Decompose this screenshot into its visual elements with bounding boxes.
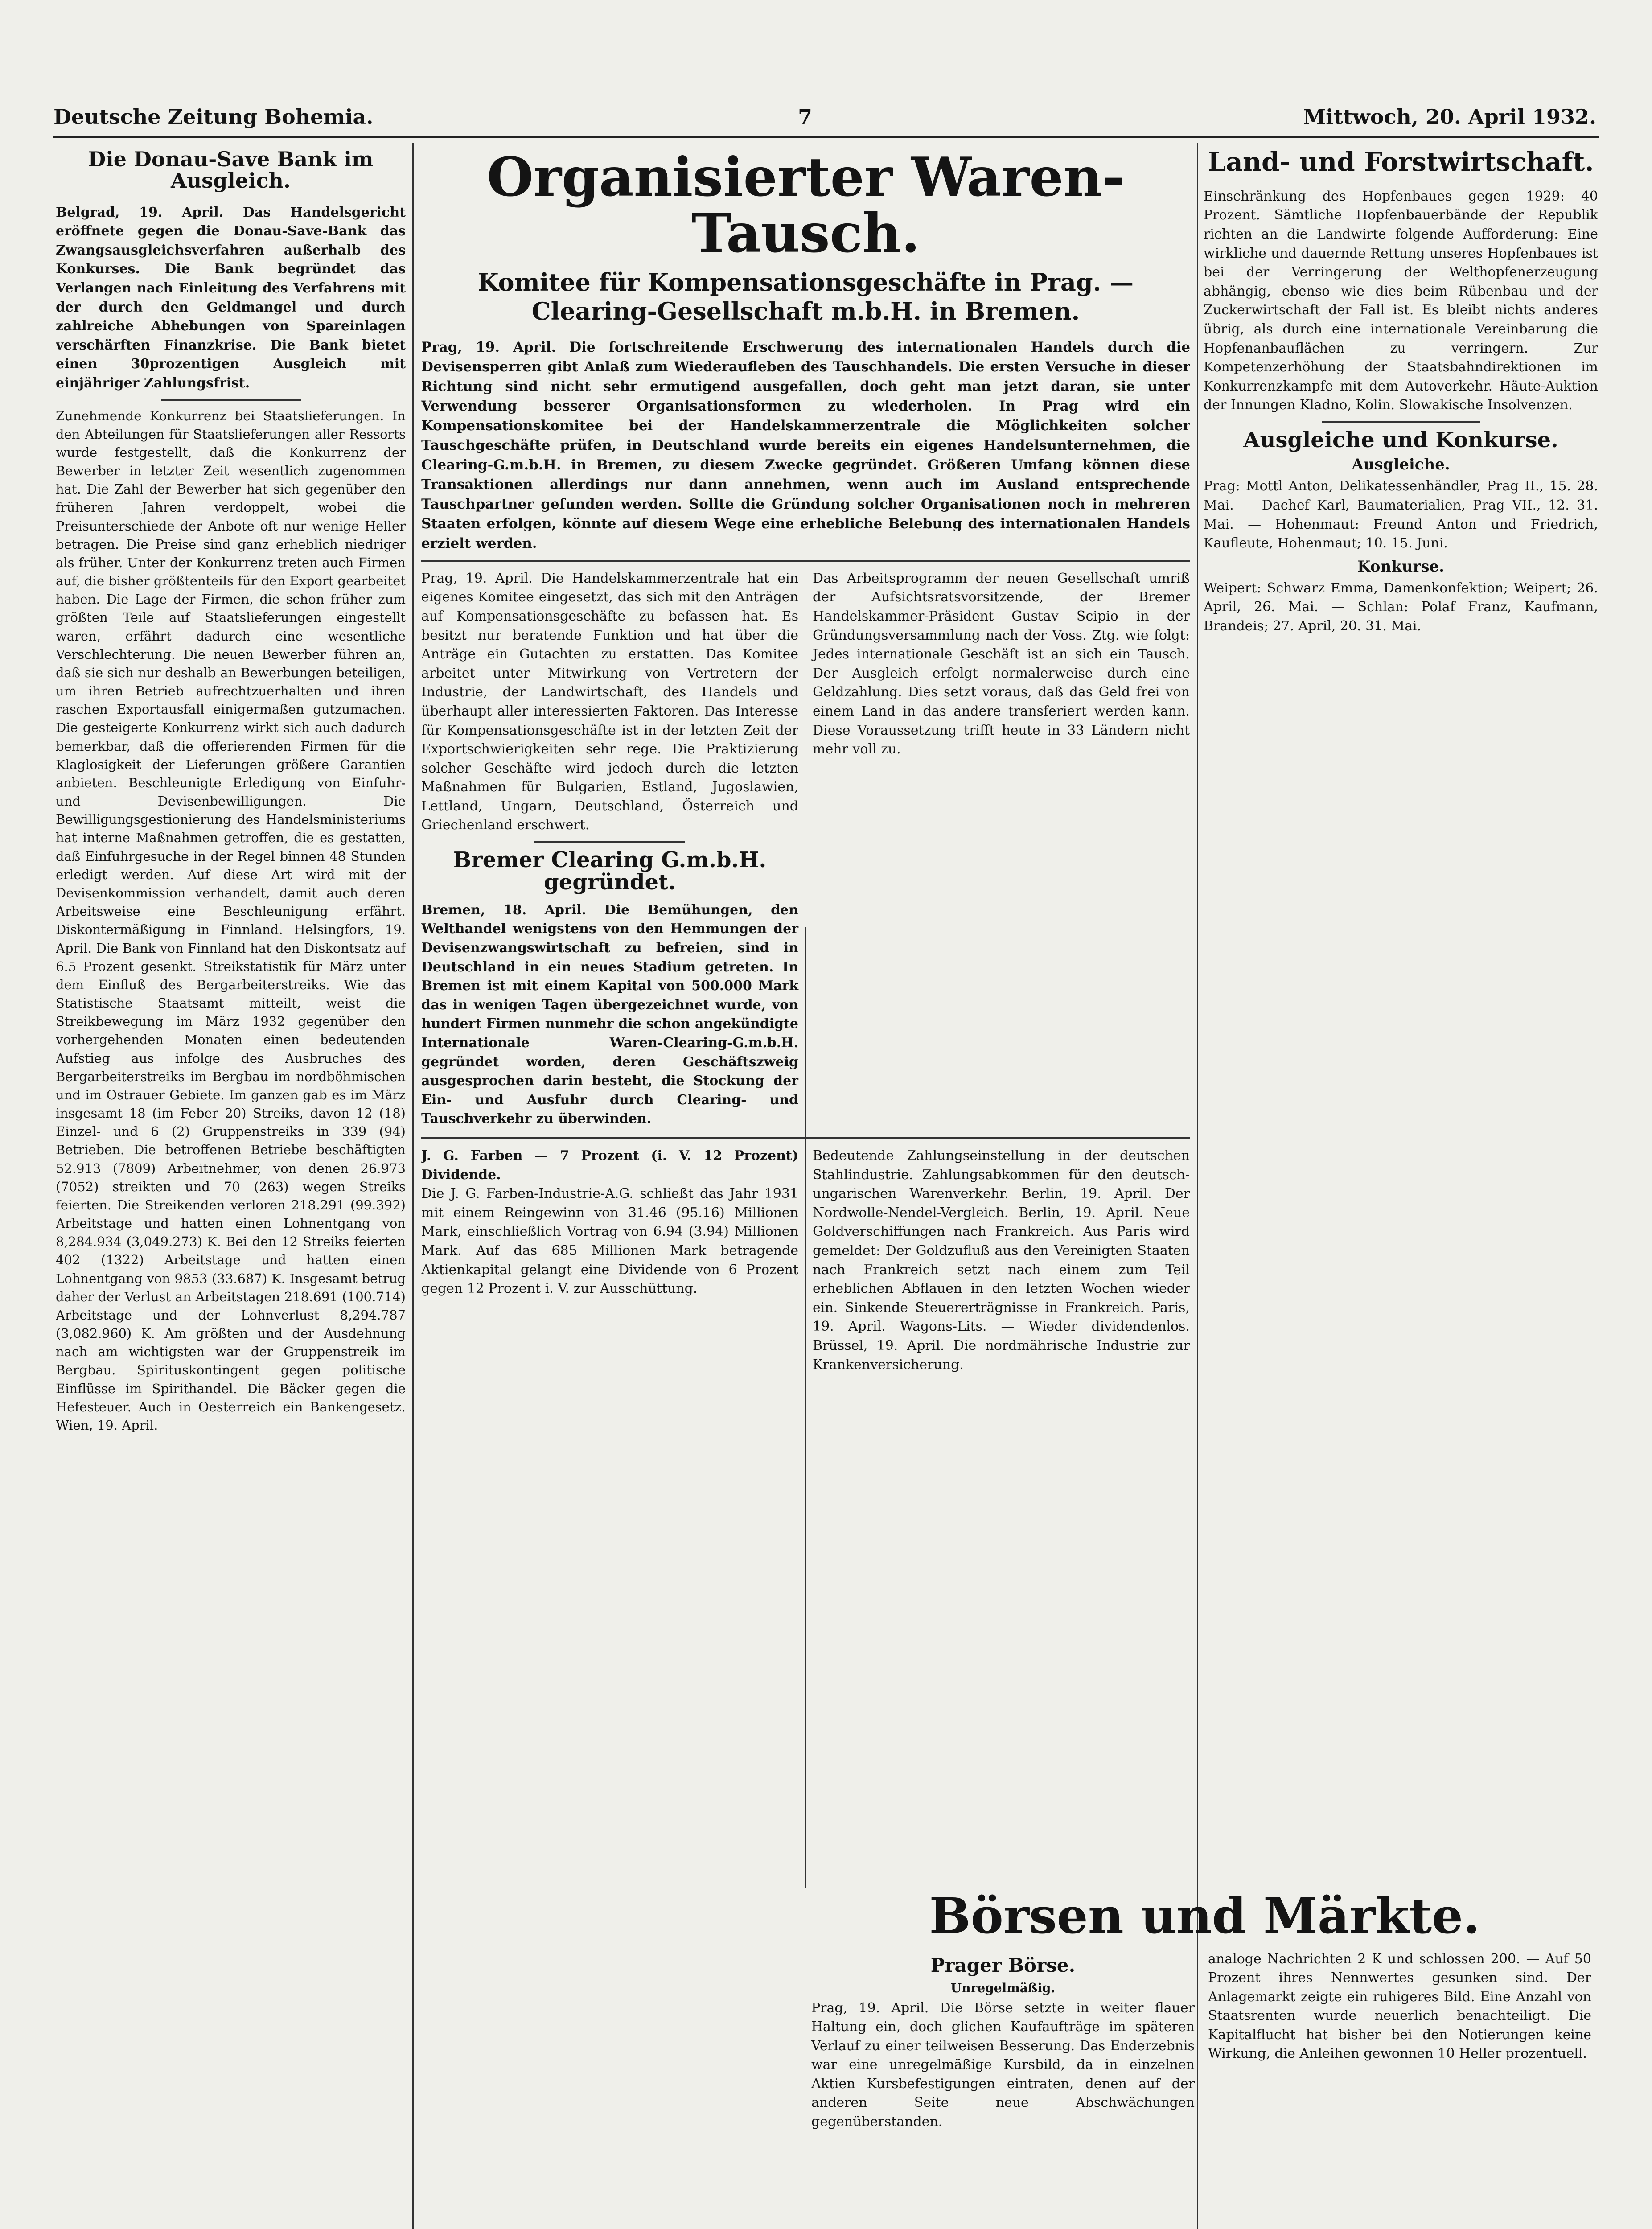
headline-ausgleiche-konkurse: Ausgleiche und Konkurse.	[1243, 428, 1558, 453]
borsen-right	[1208, 1950, 1591, 2132]
header-rule	[53, 136, 1599, 138]
section-borsen	[811, 1890, 1598, 2229]
article-body-borse-left: Prag, 19. April. Die Börse setzte in weiter flauer Haltung ein, doch glichen Kaufaufträge im späteren Verlauf zu einer teilweisen Besserung. Das Enderzebnis war eine unregelmäßige Kursbild, da in einzelnen Aktien Kursbefestigungen eintraten, denen auf der anderen Seite neue Abschwächungen gegenüberstanden.	[811, 2000, 1195, 2130]
economics-block	[421, 1147, 1190, 1374]
column-left	[56, 145, 406, 2229]
list-konkurse: Weipert: Schwarz Emma, Damenkonfektion; Weipert; 26. April, 26. Mai. — Schlan: Polaf Franz, Kaufmann, Brandeis; 27. April, 20. 31. Mai.	[1204, 580, 1598, 634]
subhead-ausgleiche: Ausgleiche.	[1352, 456, 1450, 474]
article-body-hopfen: Einschränkung des Hopfenbaues gegen 1929: 40 Prozent. Sämtliche Hopfenbauerbände der Republik richten an die Landwirte folgende Aufforderung: Eine wirkliche und dauernde Rettung unseres Hopfenbaues ist bei der Verringerung der Welthopfenerzeugung abhängig, ebenso wie dies beim Rübenbau und der Zuckerwirtschaft der Fall ist. Es bleibt nichts anderes übrig, als durch eine internationale Vereinbarung die Hopfenanbauflächen zu verringern. Zur Kompetenzerhöhung der Staatsbahndirektionen im Konkurrenzkampfe mit dem Autoverkehr. Häute-Auktion der Innungen Kladno, Kolin. Slowakische Insolvenzen.	[1204, 188, 1598, 413]
page-number: 7	[798, 105, 813, 129]
article-divider	[534, 841, 685, 843]
subhead-unregelmaessig: Unregelmäßig.	[950, 1980, 1056, 1995]
article-lead-donau-save: Belgrad, 19. April. Das Handelsgericht eröffnete gegen die Donau-Save-Bank das Zwangsausgleichsverfahren außerhalb des Konkurses. Die Bank begründet das Verlangen nach Einleitung des Verfahrens mit der durch den Geldmangel und durch zahlreiche Abhebungen von Spareinlagen verschärften Finanzkrise. Die Bank bietet einen 30prozentigen Ausgleich mit einjähriger Zahlungsfrist.	[56, 204, 406, 391]
subheadline-kompensation: Komitee für Kompensationsgeschäfte in Prag. — Clearing-Gesellschaft m.b.H. in Bremen.	[477, 268, 1134, 325]
subcolumn-left	[421, 569, 798, 1129]
article-body-komitee: Prag, 19. April. Die Handelskammerzentrale hat ein eigenes Komitee eingesetzt, das sich mit den Anträgen auf Kompensationsgeschäfte zu befassen hat. Es besitzt nur beratende Funktion und hat über die Anträge ein Gutachten zu erstatten. Das Komitee arbeitet unter Mitwirkung von Vertretern der Industrie, der Landwirtschaft, des Handels und überhaupt aller interessierten Faktoren. Das Interesse für Kompensationsgeschäfte ist in der letzten Zeit der Exportschwierigkeiten sehr rege. Die Praktizierung solcher Geschäfte wird jedoch durch die letzten Maßnahmen für Bulgarien, Estland, Jugoslawien, Lettland, Ungarn, Deutschland, Österreich und Griechenland erschwert.	[421, 570, 798, 833]
headline-bremer-clearing: Bremer Clearing G.m.b.H. gegründet.	[453, 847, 767, 895]
borsen-columns	[811, 1950, 1598, 2132]
article-body-economics: Bedeutende Zahlungseinstellung in der deutschen Stahlindustrie. Zahlungsabkommen für den deutsch-ungarischen Warenverkehr. Berlin, 19. April. Der Nordwolle-Nendel-Vergleich. Berlin, 19. April. Neue Goldverschiffungen nach Frankreich. Aus Paris wird gemeldet: Der Goldzufluß aus den Vereinigten Staaten nach Frankreich setzt nach einem zum Teil erheblichen Abflauen in den letzten Wochen wieder ein. Sinkende Steuererträgnisse in Frankreich. Paris, 19. April. Wagons-Lits. — Wieder dividendenlos. Brüssel, 19. April. Die nordmährische Industrie zur Krankenversicherung.	[813, 1147, 1190, 1373]
issue-date: Mittwoch, 20. April 1932.	[1303, 105, 1596, 129]
article-body-borse-right: analoge Nachrichten 2 K und schlossen 200. — Auf 50 Prozent ihres Nennwertes gesunken sind. Der Anlagemarkt zeigte ein ruhigeres Bild. Eine Anzahl von Staatsrenten wurde neuerlich benachteiligt. Die Kapitalflucht hat bisher bei den Notierungen keine Wirkung, die Anleihen gewonnen 10 Heller prozentuell.	[1208, 1951, 1591, 2062]
column-right	[1204, 145, 1598, 1750]
article-divider	[421, 560, 1190, 562]
headline-waren-tausch: Organisierter Waren-Tausch.	[487, 146, 1125, 265]
subcolumn-right	[813, 569, 1190, 1129]
list-ausgleiche: Prag: Mottl Anton, Delikatessenhändler, Prag II., 15. 28. Mai. — Dachef Karl, Baumaterialien, Prag VII., 12. 31. Mai. — Hohenmaut: Freund Anton und Friedrich, Kaufleute, Hohenmaut; 10. 15. Juni.	[1204, 478, 1598, 551]
headline-land-forstwirtschaft: Land- und Forstwirtschaft.	[1208, 147, 1594, 177]
article-body-arbeitsprogramm: Das Arbeitsprogramm der neuen Gesellschaft umriß der Aufsichtsratsvorsitzende, der Bremer Handelskammer-Präsident Gustav Scipio in der Gründungsversammlung nach der Voss. Ztg. wie folgt: Jedes internationale Geschäft ist an sich ein Tausch. Der Ausgleich erfolgt normalerweise durch eine Geldzahlung. Dies setzt voraus, daß das Geld frei von einem Land in das andere transferiert werden kann. Diese Voraussetzung trifft heute in 33 Ländern nicht mehr voll zu.	[813, 570, 1190, 757]
subhead-prager-borse: Prager Börse.	[930, 1954, 1076, 1976]
newspaper-name: Deutsche Zeitung Bohemia.	[53, 105, 374, 129]
subhead-konkurse: Konkurse.	[1357, 557, 1444, 576]
headline-borsen-maerkte: Börsen und Märkte.	[929, 1890, 1480, 1945]
borsen-left	[811, 1950, 1195, 2132]
two-column-block	[421, 569, 1190, 1129]
article-body-bremer-clearing: Bremen, 18. April. Die Bemühungen, den Welthandel wenigstens von den Hemmungen der Devisenzwangswirtschaft zu befreien, sind in Deutschland in ein neues Stadium getreten. In Bremen ist mit einem Kapital von 500.000 Mark das in wenigen Tagen übergezeichnet wurde, von hundert Firmen nunmehr die schon angekündigte Internationale Waren-Clearing-G.m.b.H. gegründet worden, deren Geschäftszweig ausgesprochen darin besteht, die Stockung der Ein- und Ausfuhr durch Clearing- und Tauschverkehr zu überwinden.	[421, 902, 798, 1127]
article-lead-waren-tausch: Prag, 19. April. Die fortschreitende Erschwerung des internationalen Handels durch die Devisensperren gibt Anlaß zum Wiederaufleben des Tauschhandels. Die ersten Versuche in dieser Richtung sind nicht sehr ermutigend ausgefallen, doch geht man jetzt daran, sie unter Verwendung besserer Organisationsformen zu wiederholen. In Prag wird ein Kompensationskomitee bei der Handelskammerzentrale die Möglichkeiten solcher Tauschgeschäfte prüfen, in Deutschland wurde bereits ein eigenes Handelsunternehmen, die Clearing-G.m.b.H. in Bremen, zu diesem Zwecke gegründet. Größeren Umfang können diese Transaktionen allerdings nur dann annehmen, wenn auch im Ausland entsprechende Tauschpartner gefunden werden. Sollte die Gründung solcher Organisationen noch in mehreren Staaten erfolgen, könnte auf diesem Wege eine erhebliche Belebung des internationalen Handels erzielt werden.	[421, 339, 1190, 551]
headline-donau-save-bank: Die Donau-Save Bank im Ausgleich.	[88, 147, 374, 193]
article-body-col1: Zunehmende Konkurrenz bei Staatslieferungen. In den Abteilungen für Staatslieferungen aller Ressorts wurde festgestellt, daß die Konkurrenz der Bewerber in letzter Zeit wesentlich zugenommen hat. Die Zahl der Bewerber hat sich gegenüber den früheren Jahren verdoppelt, wobei die Preisunterschiede der Anbote oft nur wenige Heller betragen. Die Preise sind ganz erheblich niedriger als früher. Unter der Konkurrenz treten auch Firmen auf, die bisher größtenteils für den Export gearbeitet haben. Die Lage der Firmen, die schon früher zum größten Teile auf Staatslieferungen eingestellt waren, erfährt dadurch eine wesentliche Verschlechterung. Die neuen Bewerber führen an, daß sie sich nur deshalb an Bewerbungen beteiligen, um ihren Betrieb aufrechtzuerhalten und ihren raschen Exportausfall einigermaßen gutzumachen. Die gesteigerte Konkurrenz wirkt sich auch dadurch bemerkbar, daß die offerierenden Firmen für die Klaglosigkeit der Lieferungen größere Garantien anbieten. Beschleunigte Erledigung von Einfuhr- und Devisenbewilligungen. Die Bewilligungsgestionierung des Handelsministeriums hat interne Maßnahmen getroffen, die es gestatten, daß Einfuhrgesuche in der Regel binnen 48 Stunden erledigt werden. Auf diese Art wird mit der Devisenkommission verhandelt, damit auch deren Arbeitsweise eine Beschleunigung erfährt. Diskontermäßigung in Finnland. Helsingfors, 19. April. Die Bank von Finnland hat den Diskontsatz auf 6.5 Prozent gesenkt. Streikstatistik für März unter dem Einfluß des Bergarbeiterstreiks. Wie das Statistische Staatsamt mitteilt, weist die Streikbewegung im März 1932 gegenüber den vorhergehenden Monaten einen bedeutenden Aufstieg aus infolge des Ausbruches des Bergarbeiterstreiks im Bergbau im nordböhmischen und im Ostrauer Gebiete. Im ganzen gab es im März insgesamt 18 (im Feber 20) Streiks, davon 12 (18) Einzel- und 6 (2) Gruppenstreiks in 339 (94) Betrieben. Die betroffenen Betriebe beschäftigten 52.913 (7809) Arbeitnehmer, von denen 26.973 (7052) streikten und 70 (263) wegen Streiks feierten. Die Streikenden verloren 218.291 (99.392) Arbeitstage und hatten einen Lohnentgang von 8,284.934 (3,049.273) K. Bei den 12 Streiks feierten 402 (1322) Arbeitstage und hatten einen Lohnentgang von 9853 (33.687) K. Insgesamt betrug daher der Verlust an Arbeitstagen 218.691 (100.714) Arbeitstage und der Lohnverlust 8,294.787 (3,082.960) K. Am größten und der Ausdehnung nach am wichtigsten war der Gruppenstreik im Bergbau. Spirituskontingent gegen politische Einflüsse im Spirithandel. Die Bäcker gegen die Hefesteuer. Auch in Oesterreich ein Bankengesetz. Wien, 19. April.	[56, 408, 406, 1433]
article-body-farben: Die J. G. Farben-Industrie-A.G. schließt das Jahr 1931 mit einem Reingewinn von 31.46 (95.16) Millionen Mark, einschließlich Vortrag von 6.94 (3.94) Millionen Mark. Auf das 685 Millionen Mark betragende Aktienkapital gelangt eine Dividende von 6 Prozent gegen 12 Prozent i. V. zur Ausschüttung.	[421, 1186, 798, 1297]
article-divider	[1322, 421, 1480, 423]
headline-farben: J. G. Farben — 7 Prozent (i. V. 12 Prozent) Dividende.	[421, 1147, 798, 1183]
column-rule-1	[412, 143, 414, 2229]
economics-right	[813, 1147, 1190, 1374]
article-divider	[161, 399, 301, 401]
section-divider	[421, 1137, 1190, 1139]
economics-left	[421, 1147, 798, 1374]
